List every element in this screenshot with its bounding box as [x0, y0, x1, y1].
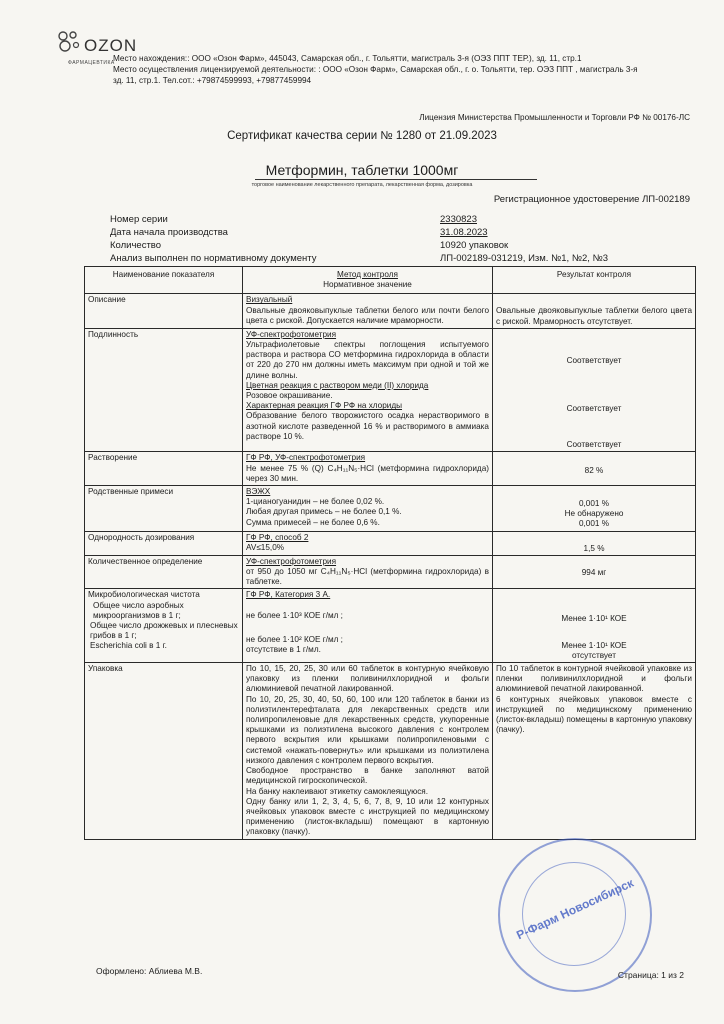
result-text: Менее 1·10¹ КОЕ	[561, 640, 627, 650]
result-text: Овальные двояковыпуклые таблетки белого цвета с риской. Мраморность отсутствует.	[493, 294, 696, 328]
norm-text: Розовое окрашивание.	[246, 391, 333, 401]
info-label-date: Дата начала производства	[110, 227, 228, 238]
row-results	[493, 589, 696, 663]
row-name: Подлинность	[85, 328, 243, 452]
result-text: 0,001 %	[578, 519, 610, 529]
result-text: Соответствует	[566, 440, 622, 450]
method-text: ВЭЖХ	[246, 487, 271, 497]
norm-paragraph: По 10, 20, 25, 30, 40, 50, 60, 100 или 120 таблеток в банки из полиэтилентерефталата для лекарственных средств или полипропиленовые для лекарственных средств, укупоренные крышками из полиэтилена высокого давления с контролем первого вскрытия или крышками полипропиленовыми с системой «нажать-повернуть» или крышками из полиэтилена низкого давления с контролем первого вскрытия.	[246, 694, 489, 765]
norm-paragraph: Одну банку или 1, 2, 3, 4, 5, 6, 7, 8, 9, 10 или 12 контурных ячейковых упаковок вместе с инструкцией по медицинскому применению (листок-вкладыш) помещают в картонную упаковку (пачку).	[246, 796, 489, 837]
norm-text: не более 1·10² КОЕ г/мл ;	[246, 634, 343, 644]
norm-text: отсутствие в 1 г/мл.	[246, 645, 321, 655]
norm-text: от 950 до 1050 мг C₄H₁₁N₅·HCl (метформина гидрохлорида) в таблетке.	[246, 567, 489, 587]
row-result-block	[493, 663, 696, 839]
result-text: 1,5 %	[493, 531, 696, 555]
table-row-impurities	[85, 486, 696, 532]
row-method-norm	[243, 486, 493, 532]
license-line: Лицензия Министерства Промышленности и Торговли РФ № 00176-ЛС	[419, 113, 690, 122]
row-method-norm	[243, 452, 493, 486]
norm-paragraph: Свободное пространство в банке заполняют ватой медицинской гигроскопической.	[246, 766, 489, 786]
method-text: Характерная реакция ГФ РФ на хлориды	[246, 401, 403, 411]
info-label-document: Анализ выполнен по нормативному документу	[110, 253, 317, 264]
row-norm-block	[243, 663, 493, 839]
header-name: Наименование показателя	[85, 267, 243, 294]
row-results	[493, 328, 696, 452]
table-row-dissolution	[85, 452, 696, 486]
stamp-text: Р-Фарм Новосибирск	[514, 875, 636, 943]
product-underline	[255, 179, 537, 180]
info-label-series: Номер серии	[110, 214, 168, 225]
info-value-date: 31.08.2023	[440, 227, 488, 238]
result-text: Не обнаружено	[564, 509, 624, 519]
result-text: Соответствует	[566, 404, 622, 414]
method-text: УФ-спектрофотометрия	[246, 329, 337, 339]
norm-text: Любая другая примесь – не более 0,1 %.	[246, 507, 402, 517]
result-text: Соответствует	[566, 355, 622, 365]
info-label-quantity: Количество	[110, 240, 162, 251]
address-line-2: Место осуществления лицензируемой деятельности: : ООО «Озон Фарм», Самарская обл., г. о. Тольятти, тер. ОЭЗ ППТ , магистраль 3-я	[113, 65, 638, 74]
table-row-micro	[85, 589, 696, 663]
norm-text: Образование белого творожистого осадка нерастворимого в азотной кислоте разведенной 16 % и растворимого в аммиака растворе 10 %.	[246, 411, 489, 441]
row-subname: Общее число аэробных микроорганизмов в 1 г;	[93, 600, 184, 620]
address-line-1: Место нахождения:: ООО «Озон Фарм», 445043, Самарская обл., г. Тольятти, магистраль 3-я (ОЭЗ ППТ ТЕР.), зд. 11, стр.1	[113, 54, 582, 63]
info-value-document: ЛП-002189-031219, Изм. №1, №2, №3	[440, 253, 609, 264]
product-note: торговое наименование лекарственного препарата, лекарственная форма, дозировка	[251, 182, 473, 188]
norm-text: Не менее 75 % (Q) C₄H₁₁N₅·HCl (метформина гидрохлорида) через 30 мин.	[246, 463, 489, 483]
row-name: Однородность дозирования	[85, 531, 243, 555]
row-name-block	[85, 589, 243, 663]
result-text: отсутствует	[572, 650, 616, 660]
ozon-logo-icon	[56, 30, 82, 54]
header-method-label: Метод контроля	[337, 270, 398, 279]
table-row-uniformity	[85, 531, 696, 555]
norm-text: не более 1·10³ КОЕ г/мл ;	[246, 610, 343, 620]
table-row-packaging	[85, 663, 696, 839]
result-paragraph: По 10 таблеток в контурной ячейковой упаковке из пленки поливинилхлоридной и фольги алюминиевой печатной лакированной.	[496, 664, 692, 694]
prepared-by: Оформлено: Аблиева М.В.	[96, 966, 203, 976]
header-norm-label: Нормативное значение	[323, 280, 412, 290]
row-method-norm	[243, 589, 493, 663]
norm-text: Овальные двояковыпуклые таблетки белого или почти белого цвета с риской. Допускается наличие мраморности.	[246, 305, 489, 325]
row-method-norm	[243, 555, 493, 589]
logo-subtitle: ФАРМАЦЕВТИКА	[68, 60, 115, 66]
result-text: 0,001 %	[578, 499, 610, 509]
method-text: ГФ РФ, УФ-спектрофотометрия	[246, 453, 366, 463]
header-result: Результат контроля	[493, 267, 696, 294]
method-text: ГФ РФ, Категория 3 А.	[246, 590, 331, 600]
organization-stamp	[498, 838, 652, 992]
result-text: 994 мг	[493, 555, 696, 589]
row-name: Описание	[85, 294, 243, 328]
row-method-norm	[243, 294, 493, 328]
row-name: Родственные примеси	[85, 486, 243, 532]
row-subname: Escherichia coli в 1 г.	[90, 641, 167, 651]
result-paragraph: 6 контурных ячейковых упаковок вместе с инструкцией по медицинскому применению (листок-вкладыш) помещены в картонную упаковку (пачку).	[496, 694, 692, 735]
norm-paragraph: На банку наклеивают этикетку самоклеящуюся.	[246, 786, 429, 796]
specification-table	[84, 266, 696, 840]
row-subname: Общее число дрожжевых и плесневых грибов в 1 г;	[90, 621, 238, 641]
row-method-norm	[243, 531, 493, 555]
method-text: ГФ РФ, способ 2	[246, 532, 309, 542]
row-method-norm	[243, 328, 493, 452]
product-title: Метформин, таблетки 1000мг	[265, 162, 459, 178]
norm-text: Сумма примесей – не более 0,6 %.	[246, 517, 380, 527]
result-text: 82 %	[493, 452, 696, 486]
norm-text: 1-цианогуанидин – не более 0,02 %.	[246, 497, 385, 507]
norm-text: AV≤15,0%	[246, 542, 285, 552]
method-text: УФ-спектрофотометрия	[246, 556, 337, 566]
page-number: Страница: 1 из 2	[617, 970, 684, 980]
table-header-row	[85, 267, 696, 294]
address-line-3: зд. 11, стр.1. Тел.сот.: +79874599993, +79877459994	[113, 76, 312, 85]
norm-paragraph: По 10, 15, 20, 25, 30 или 60 таблеток в контурную ячейковую упаковку из пленки поливинилхлоридной и фольги алюминиевой печатной лакированной.	[246, 664, 489, 694]
info-value-quantity: 10920 упаковок	[440, 240, 509, 251]
row-name: Количественное определение	[85, 555, 243, 589]
table-row-description	[85, 294, 696, 328]
row-name: Упаковка	[85, 663, 243, 839]
table-row-identity	[85, 328, 696, 452]
row-name: Микробиологическая чистота	[88, 590, 200, 600]
method-text: Визуальный	[246, 295, 293, 305]
certificate-title: Сертификат качества серии № 1280 от 21.09.2023	[227, 130, 497, 142]
header-method	[243, 267, 493, 294]
row-results	[493, 486, 696, 532]
table-row-assay	[85, 555, 696, 589]
logo-text: OZON	[84, 36, 138, 55]
method-text: Цветная реакция с раствором меди (II) хлорида	[246, 380, 429, 390]
norm-text: Ультрафиолетовые спектры поглощения испытуемого раствора и раствора СО метформина гидрохлорида в области от 220 до 270 нм должны иметь максимум при одной и той же длине волны.	[246, 340, 489, 380]
registration-number: Регистрационное удостоверение ЛП-002189	[493, 194, 690, 205]
info-value-series: 2330823	[440, 214, 477, 225]
row-name: Растворение	[85, 452, 243, 486]
result-text: Менее 1·10¹ КОЕ	[561, 614, 627, 624]
